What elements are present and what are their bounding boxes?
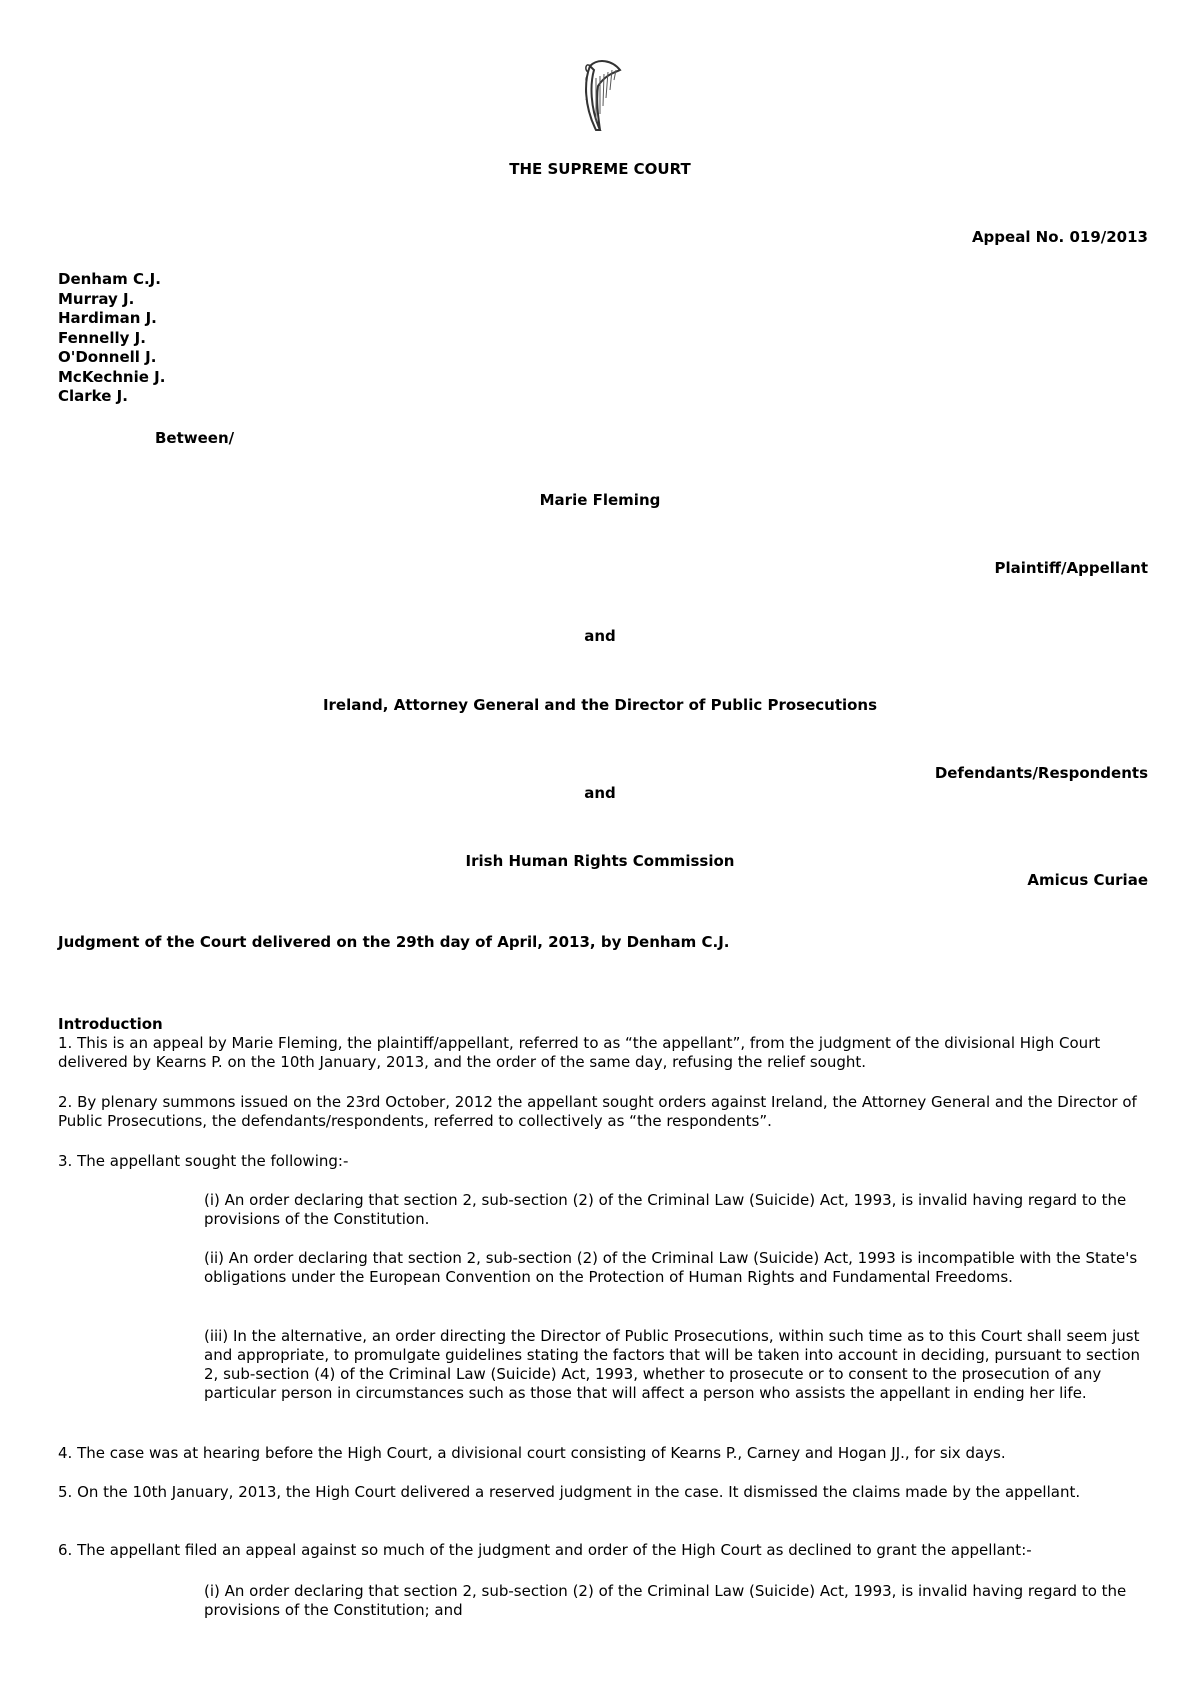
paragraph-3-item-iii: (iii) In the alternative, an order directing the Director of Public Prosecutions, within such time as to this Court shall seem just and appropriate, to promulgate guidelines stating the factors that will be taken into account in deciding, pursuant to section 2, sub-section (4) of the Criminal Law (Suicide) Act, 1993, whether to prosecute or to consent to the prosecution of any particular person in circumstances such as those that will affect a person who assists the appellant in ending her life. xyxy=(204,1327,1141,1402)
paragraph-2: 2. By plenary summons issued on the 23rd October, 2012 the appellant sought orders against Ireland, the Attorney General and the Director of Public Prosecutions, the defendants/respondents, referred to collectively as “the respondents”. xyxy=(58,1093,1137,1130)
and-separator: and xyxy=(584,784,616,802)
section-heading-introduction: Introduction xyxy=(58,1015,163,1033)
paragraph-3-item-ii: (ii) An order declaring that section 2, sub-section (2) of the Criminal Law (Suicide) Act, 1993 is incompatible with the State's obligations under the European Convention on the Protection of Human Rights and Fundamental Freedoms. xyxy=(204,1249,1138,1286)
court-title: THE SUPREME COURT xyxy=(509,160,691,178)
defendants-name: Ireland, Attorney General and the Director of Public Prosecutions xyxy=(322,696,878,714)
and-separator: and xyxy=(584,627,616,645)
paragraph-5: 5. On the 10th January, 2013, the High Court delivered a reserved judgment in the case. It dismissed the claims made by the appellant. xyxy=(58,1483,1081,1501)
paragraph-1: 1. This is an appeal by Marie Fleming, the plaintiff/appellant, referred to as “the appellant”, from the judgment of the divisional High Court delivered by Kearns P. on the 10th January, 2013, and the order of the same day, refusing the relief sought. xyxy=(58,1034,1101,1071)
plaintiff-role: Plaintiff/Appellant xyxy=(994,559,1148,577)
paragraph-6-item-i: (i) An order declaring that section 2, sub-section (2) of the Criminal Law (Suicide) Act, 1993, is invalid having regard to the provisions of the Constitution; and xyxy=(204,1582,1127,1619)
judge-name: Denham C.J. xyxy=(58,270,161,288)
amicus-role: Amicus Curiae xyxy=(1027,871,1148,889)
judge-name: Clarke J. xyxy=(58,387,128,405)
between-label: Between/ xyxy=(155,429,235,447)
plaintiff-name: Marie Fleming xyxy=(539,491,661,509)
judge-name: McKechnie J. xyxy=(58,367,166,386)
paragraph-3: 3. The appellant sought the following:- xyxy=(58,1152,349,1170)
judge-name: Hardiman J. xyxy=(58,309,157,327)
paragraph-6: 6. The appellant filed an appeal against so much of the judgment and order of the High Court as declined to grant the appellant:- xyxy=(58,1541,1032,1559)
judges-list xyxy=(58,270,165,407)
paragraph-4: 4. The case was at hearing before the High Court, a divisional court consisting of Kearns P., Carney and Hogan JJ., for six days. xyxy=(58,1444,1006,1462)
judge-name: Murray J. xyxy=(58,289,135,308)
judgment-line: Judgment of the Court delivered on the 29th day of April, 2013, by Denham C.J. xyxy=(58,933,730,951)
amicus-name: Irish Human Rights Commission xyxy=(465,852,735,870)
harp-emblem-icon xyxy=(576,56,626,136)
defendants-role: Defendants/Respondents xyxy=(934,764,1148,782)
paragraph-3-item-i: (i) An order declaring that section 2, sub-section (2) of the Criminal Law (Suicide) Act, 1993, is invalid having regard to the provisions of the Constitution. xyxy=(204,1191,1127,1228)
judge-name: O'Donnell J. xyxy=(58,348,157,366)
judge-name: Fennelly J. xyxy=(58,328,146,347)
appeal-number: Appeal No. 019/2013 xyxy=(971,228,1148,246)
